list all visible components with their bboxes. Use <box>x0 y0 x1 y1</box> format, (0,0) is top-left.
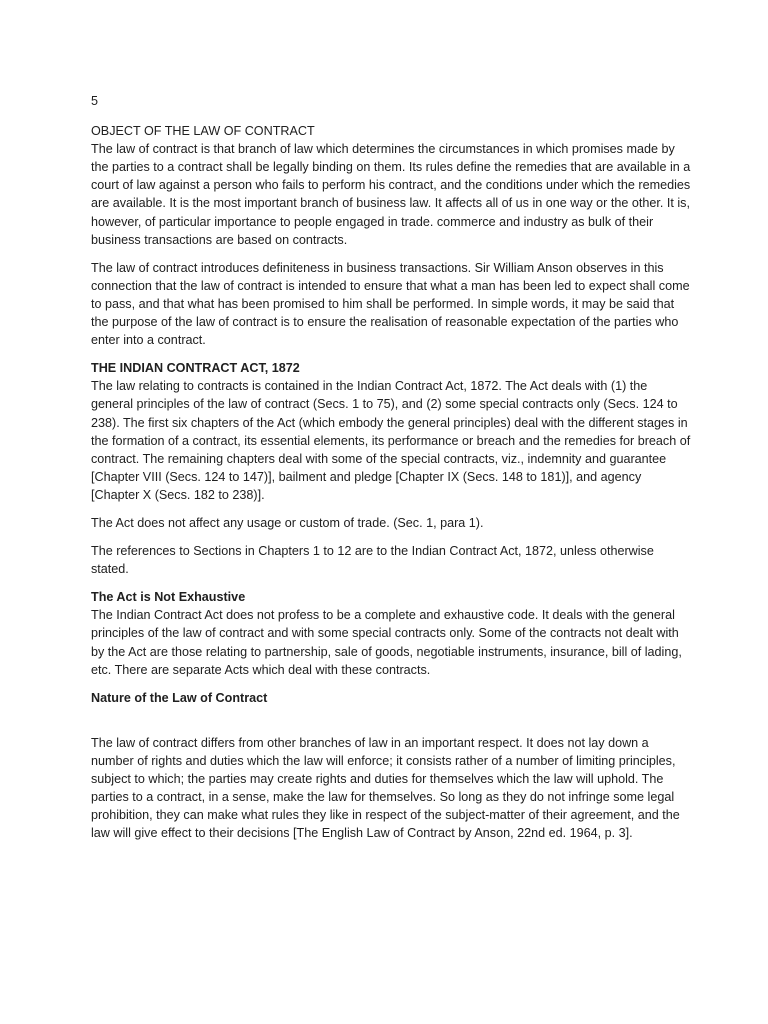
section-heading-not-exhaustive: The Act is Not Exhaustive <box>91 590 246 605</box>
section-not-exhaustive <box>91 588 691 678</box>
section-heading-nature: Nature of the Law of Contract <box>91 690 268 705</box>
paragraph-indian-act-2: The Act does not affect any usage or custom of trade. (Sec. 1, para 1). <box>91 515 484 530</box>
paragraph-object-1: The law of contract is that branch of law which determines the circumstances in which promises made by the parties to a contract shall be legally binding on them. Its rules define the remedies that are available in a court of law against a person who fails to perform his contract, and the conditions under which the remedies are available. It is the most important branch of business law. It affects all of us in one way or the other. It is, however, of particular importance to people engaged in trade. commerce and industry as bulk of their business transactions are based on contracts. <box>91 142 691 247</box>
paragraph-indian-act-3: The references to Sections in Chapters 1 to 12 are to the Indian Contract Act, 1872, unless otherwise stated. <box>91 544 654 577</box>
section-object <box>91 122 691 249</box>
paragraph-object-2: The law of contract introduces definiteness in business transactions. Sir William Anson observes in this connection that the law of contract is intended to ensure that what a man has been led to expect shall come to pass, and that what has been promised to him shall be performed. In simple words, it may be said that the purpose of the law of contract is to ensure the realisation of reasonable expectation of the parties who enter into a contract. <box>91 260 690 348</box>
section-indian-act <box>91 359 691 504</box>
paragraph-not-exhaustive-1: The Indian Contract Act does not profess to be a complete and exhaustive code. It deals with the general principles of the law of contract and with some special contracts only. Some of the contracts not dealt with by the Act are those relating to partnership, sale of goods, negotiable instruments, insurance, bill of lading, etc. There are separate Acts which deal with these contracts. <box>91 608 682 677</box>
paragraph-indian-act-1: The law relating to contracts is contained in the Indian Contract Act, 1872. The Act deals with (1) the general principles of the law of contract (Secs. 1 to 75), and (2) some special contracts only (Secs. 124 to 238). The first six chapters of the Act (which embody the general principles) deal with the different stages in the formation of a contract, its essential elements, its performance or breach and the remedies for breach of contract. The remaining chapters deal with some of the special contracts, viz., indemnity and guarantee [Chapter VIII (Secs. 124 to 147)], bailment and pledge [Chapter IX (Secs. 148 to 181)], and agency [Chapter X (Secs. 182 to 238)]. <box>91 379 691 502</box>
page-number: 5 <box>91 94 99 108</box>
section-heading-indian-act: THE INDIAN CONTRACT ACT, 1872 <box>91 361 300 376</box>
document-page <box>91 92 691 852</box>
paragraph-nature-1: The law of contract differs from other branches of law in an important respect. It does not lay down a number of rights and duties which the law will enforce; it consists rather of a number of limiting principles, subject to which; the parties may create rights and duties for themselves which the law will uphold. The parties to a contract, in a sense, make the law for themselves. So long as they do not infringe some legal prohibition, they can make what rules they like in respect of the subject-matter of their agreement, and the law will give effect to their decisions [The English Law of Contract by Anson, 22nd ed. 1964, p. 3]. <box>91 735 680 841</box>
section-heading-object: OBJECT OF THE LAW OF CONTRACT <box>91 124 315 139</box>
